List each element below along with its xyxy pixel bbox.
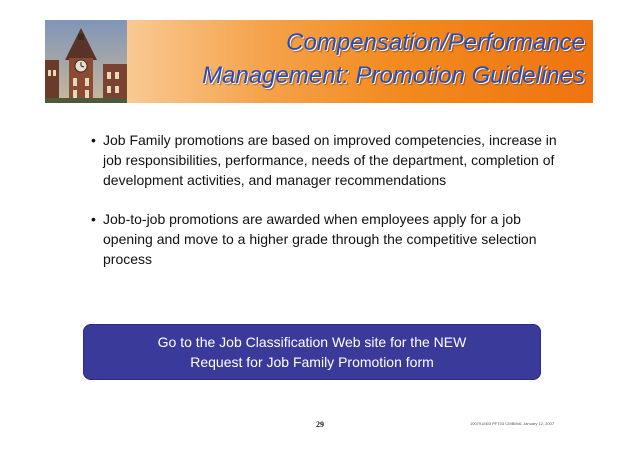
cta-text: Go to the Job Classification Web site for the NEW Request for Job Family Promotion form — [157, 334, 467, 370]
bullet-marker: • — [91, 211, 96, 227]
bullet-text: Job Family promotions are based on improved competencies, increase in job responsibilities, performance, needs of the department, completion of development activities, and manager recommendations — [103, 132, 557, 188]
slide-title-line-2: Management: Promotion Guidelines — [202, 62, 585, 89]
page-number: 29 — [316, 420, 324, 429]
bullet-item — [91, 209, 561, 269]
bullet-list — [91, 130, 561, 269]
job-classification-link-button[interactable] — [83, 324, 541, 380]
clock-tower-photo-icon — [45, 20, 127, 103]
slide-title — [202, 26, 585, 92]
bullet-marker: • — [91, 132, 96, 148]
bullet-text: Job-to-job promotions are awarded when employees apply for a job opening and move to a higher grade through the competitive selection process — [103, 211, 537, 267]
bullet-item — [91, 130, 561, 190]
footer-code: 1007918I03 PFT03 CMBMd1 January 12, 2007 — [470, 421, 555, 426]
header-banner — [45, 20, 593, 103]
slide-title-line-1: Compensation/Performance — [286, 29, 585, 56]
